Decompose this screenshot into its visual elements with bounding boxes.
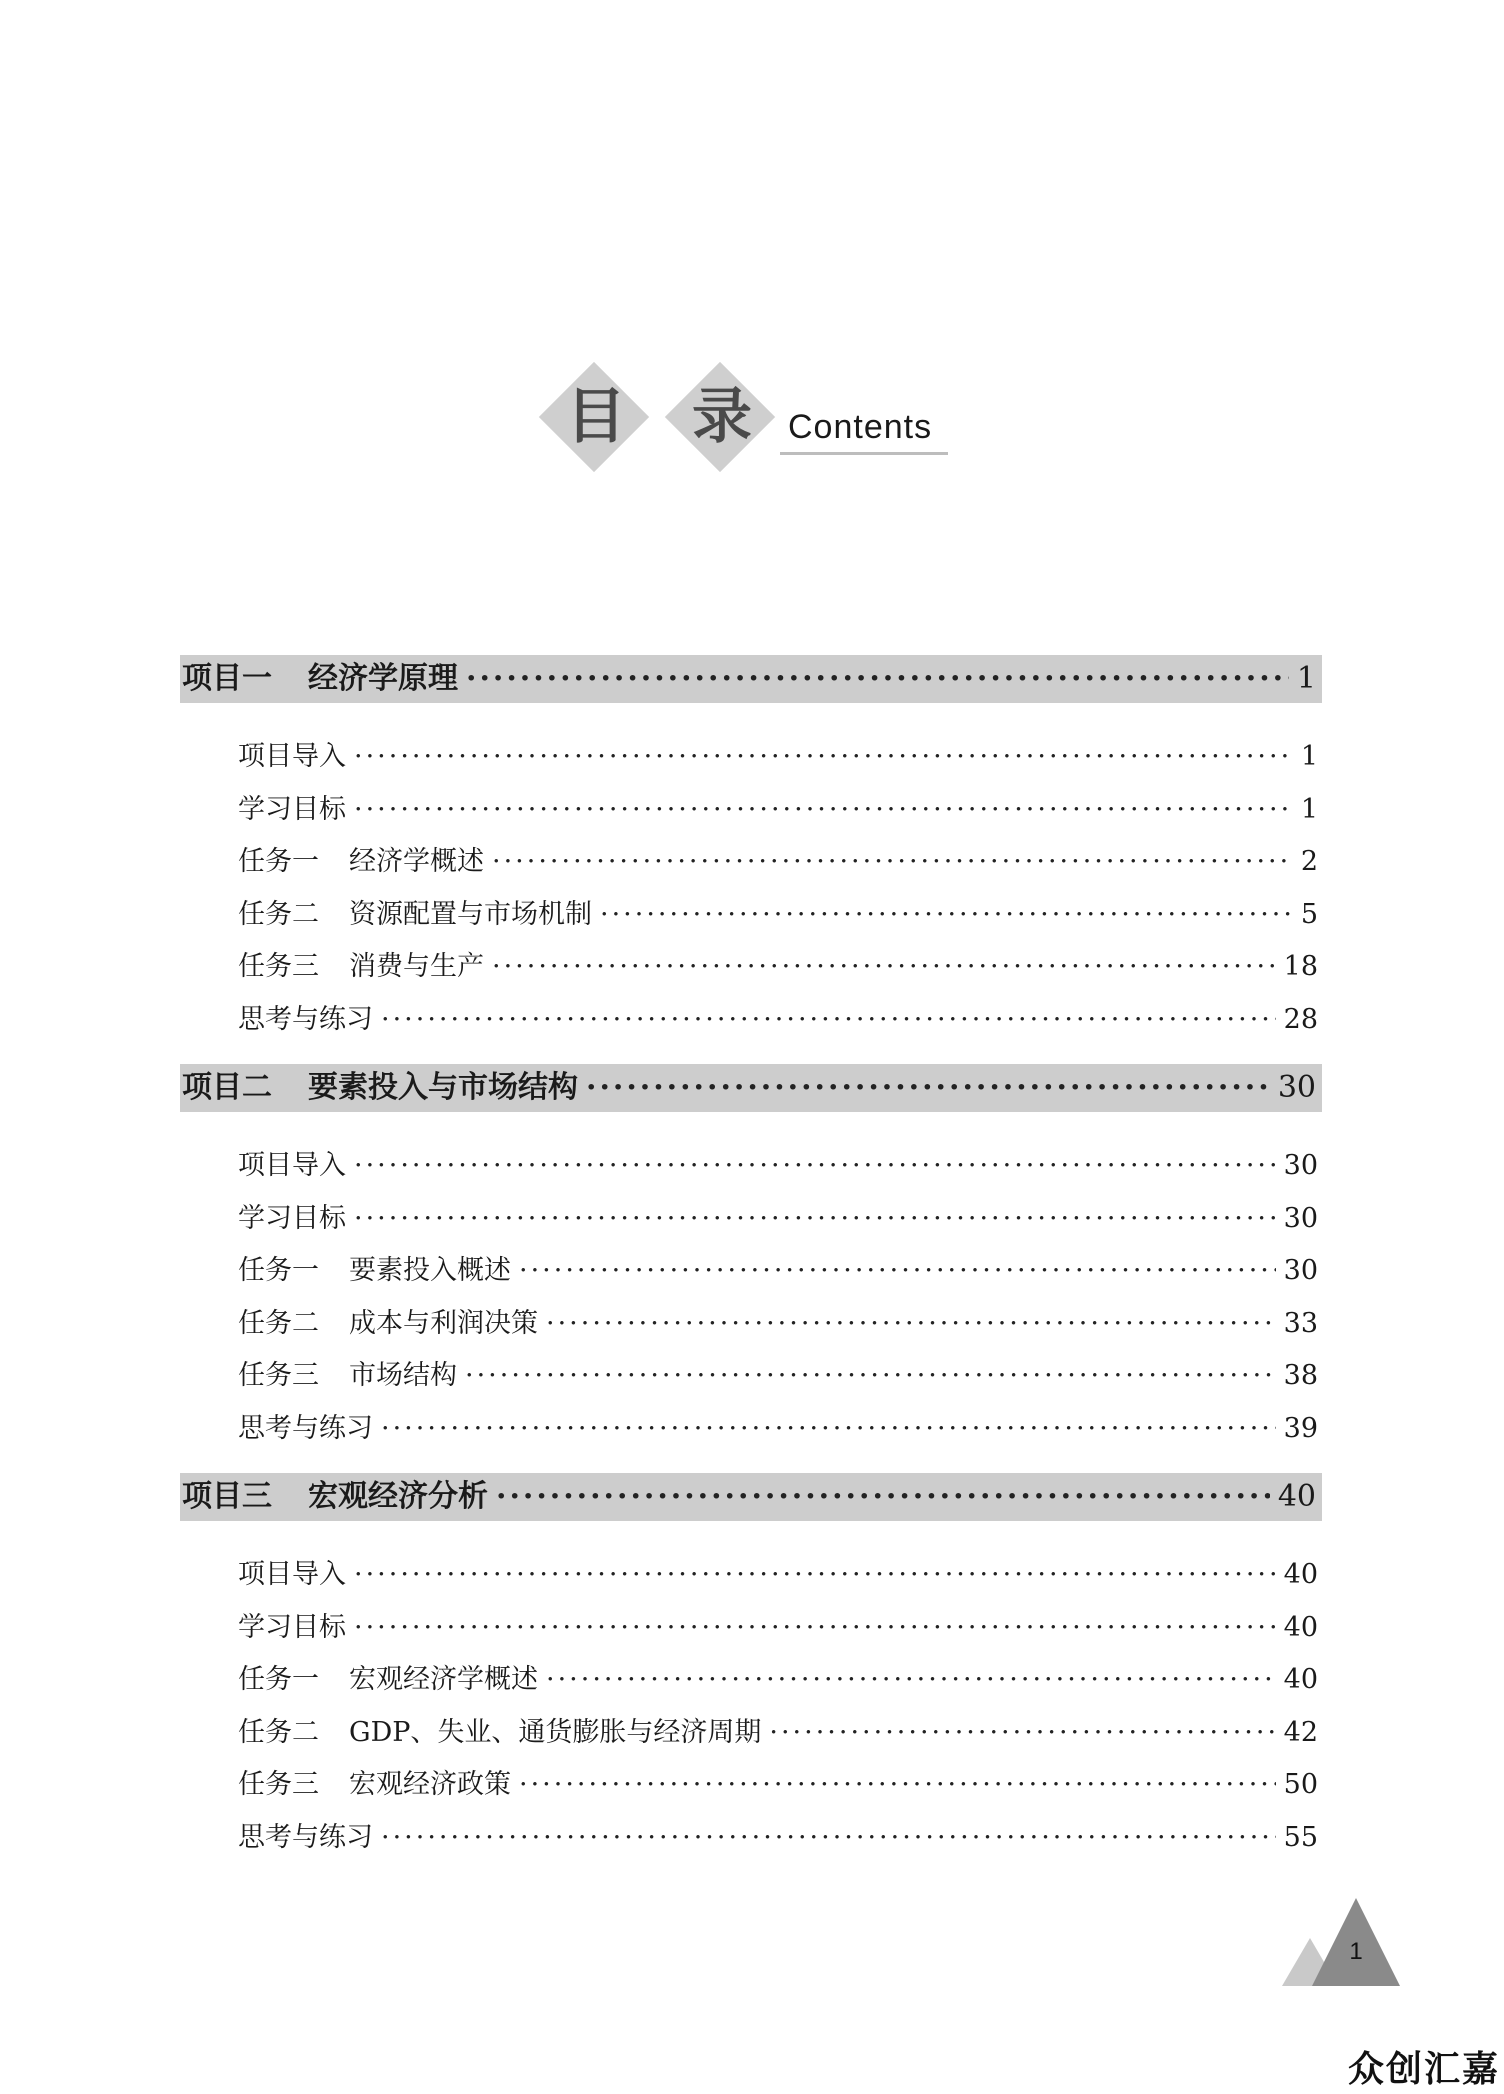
- toc-item[interactable]: [238, 1759, 1322, 1812]
- project-page: 1: [1296, 661, 1316, 696]
- toc-item[interactable]: [238, 731, 1322, 784]
- item-subtitle: 经济学概述: [349, 846, 484, 877]
- item-page: 28: [1283, 1003, 1318, 1035]
- item-page: 30: [1283, 1255, 1318, 1286]
- item-page: 40: [1283, 1559, 1318, 1590]
- dot-leader: [546, 1654, 1276, 1707]
- toc-item[interactable]: [238, 1812, 1322, 1865]
- toc-project-row[interactable]: [180, 655, 1322, 703]
- toc-item[interactable]: [238, 994, 1322, 1047]
- item-page: 1: [1300, 741, 1318, 772]
- item-page: 5: [1300, 898, 1318, 930]
- project-page: 30: [1277, 1070, 1316, 1105]
- dot-leader: [586, 1064, 1270, 1112]
- item-page: 40: [1283, 1664, 1318, 1695]
- item-subtitle: 市场结构: [349, 1360, 457, 1391]
- title-underline: [780, 452, 948, 455]
- title-char-mu: 目: [566, 382, 626, 452]
- title-english: Contents: [788, 408, 933, 446]
- toc-item[interactable]: [238, 1193, 1322, 1246]
- item-label: 学习目标: [238, 1202, 346, 1234]
- toc-project-row[interactable]: [180, 1473, 1322, 1521]
- item-page: 39: [1283, 1412, 1318, 1444]
- item-subtitle: 成本与利润决策: [349, 1307, 538, 1339]
- item-label: 任务一: [238, 846, 319, 877]
- project-title: 经济学原理: [308, 661, 458, 696]
- item-label: 任务一: [238, 1255, 319, 1286]
- item-page: 1: [1300, 793, 1318, 825]
- item-label: 任务二: [238, 898, 319, 930]
- item-label: 思考与练习: [238, 1412, 373, 1444]
- watermark-logo: 众创汇嘉: [1347, 2049, 1500, 2090]
- dot-leader: [381, 994, 1276, 1047]
- toc-item[interactable]: [238, 889, 1322, 942]
- item-subtitle: 消费与生产: [349, 951, 484, 982]
- toc-item[interactable]: [238, 1403, 1322, 1456]
- item-label: 项目导入: [238, 1559, 346, 1590]
- item-page: 42: [1283, 1716, 1318, 1748]
- table-of-contents: [180, 655, 1322, 1882]
- item-subtitle: 宏观经济学概述: [349, 1664, 538, 1695]
- dot-leader: [466, 655, 1289, 703]
- item-page: 33: [1283, 1307, 1318, 1339]
- dot-leader: [519, 1245, 1276, 1298]
- toc-item[interactable]: [238, 941, 1322, 994]
- toc-item[interactable]: [238, 1654, 1322, 1707]
- dot-leader: [354, 1193, 1276, 1246]
- dot-leader: [354, 784, 1293, 837]
- project-number: 项目二: [182, 1070, 272, 1105]
- item-subtitle: 资源配置与市场机制: [349, 898, 592, 930]
- dot-leader: [492, 941, 1276, 994]
- dot-leader: [496, 1473, 1270, 1521]
- toc-item-list: [180, 703, 1322, 1064]
- dot-leader: [381, 1812, 1276, 1865]
- toc-item[interactable]: [238, 1140, 1322, 1193]
- toc-item[interactable]: [238, 1245, 1322, 1298]
- page-number: 1: [1349, 1938, 1363, 1965]
- item-subtitle: 宏观经济政策: [349, 1769, 511, 1800]
- item-label: 任务三: [238, 1360, 319, 1391]
- item-page: 40: [1283, 1611, 1318, 1643]
- item-page: 30: [1283, 1150, 1318, 1181]
- dot-leader: [600, 889, 1293, 942]
- toc-item[interactable]: [238, 1602, 1322, 1655]
- toc-item[interactable]: [238, 1707, 1322, 1760]
- toc-item[interactable]: [238, 1549, 1322, 1602]
- item-page: 55: [1283, 1821, 1318, 1853]
- item-label: 项目导入: [238, 741, 346, 772]
- dot-leader: [381, 1403, 1276, 1456]
- project-title: 要素投入与市场结构: [308, 1070, 578, 1105]
- item-page: 38: [1283, 1360, 1318, 1391]
- toc-item-list: [180, 1112, 1322, 1473]
- item-label: 学习目标: [238, 1611, 346, 1643]
- item-label: 任务一: [238, 1664, 319, 1695]
- item-label: 学习目标: [238, 793, 346, 825]
- title-char-lu: 录: [692, 382, 752, 452]
- dot-leader: [354, 1602, 1276, 1655]
- dot-leader: [492, 836, 1293, 889]
- item-page: 2: [1300, 846, 1318, 877]
- item-subtitle: 要素投入概述: [349, 1255, 511, 1286]
- dot-leader: [354, 731, 1293, 784]
- item-page: 50: [1283, 1769, 1318, 1800]
- project-number: 项目一: [182, 661, 272, 696]
- toc-item-list: [180, 1521, 1322, 1882]
- toc-item[interactable]: [238, 836, 1322, 889]
- dot-leader: [519, 1759, 1276, 1812]
- dot-leader: [354, 1140, 1276, 1193]
- item-label: 思考与练习: [238, 1003, 373, 1035]
- toc-item[interactable]: [238, 1298, 1322, 1351]
- toc-item[interactable]: [238, 784, 1322, 837]
- toc-project-row[interactable]: [180, 1064, 1322, 1112]
- item-label: 任务二: [238, 1307, 319, 1339]
- item-label: 任务二: [238, 1716, 319, 1748]
- item-label: 任务三: [238, 1769, 319, 1800]
- toc-item[interactable]: [238, 1350, 1322, 1403]
- dot-leader: [465, 1350, 1276, 1403]
- dot-leader: [354, 1549, 1276, 1602]
- dot-leader: [546, 1298, 1276, 1351]
- item-page: 18: [1283, 951, 1318, 982]
- dot-leader: [769, 1707, 1275, 1760]
- item-page: 30: [1283, 1202, 1318, 1234]
- project-number: 项目三: [182, 1479, 272, 1514]
- page-number-badge: [1282, 1898, 1402, 1988]
- project-title: 宏观经济分析: [308, 1479, 488, 1514]
- toc-heading: [552, 360, 972, 480]
- item-label: 任务三: [238, 951, 319, 982]
- item-label: 思考与练习: [238, 1821, 373, 1853]
- item-label: 项目导入: [238, 1150, 346, 1181]
- project-page: 40: [1277, 1479, 1316, 1514]
- item-subtitle: GDP、失业、通货膨胀与经济周期: [349, 1716, 762, 1748]
